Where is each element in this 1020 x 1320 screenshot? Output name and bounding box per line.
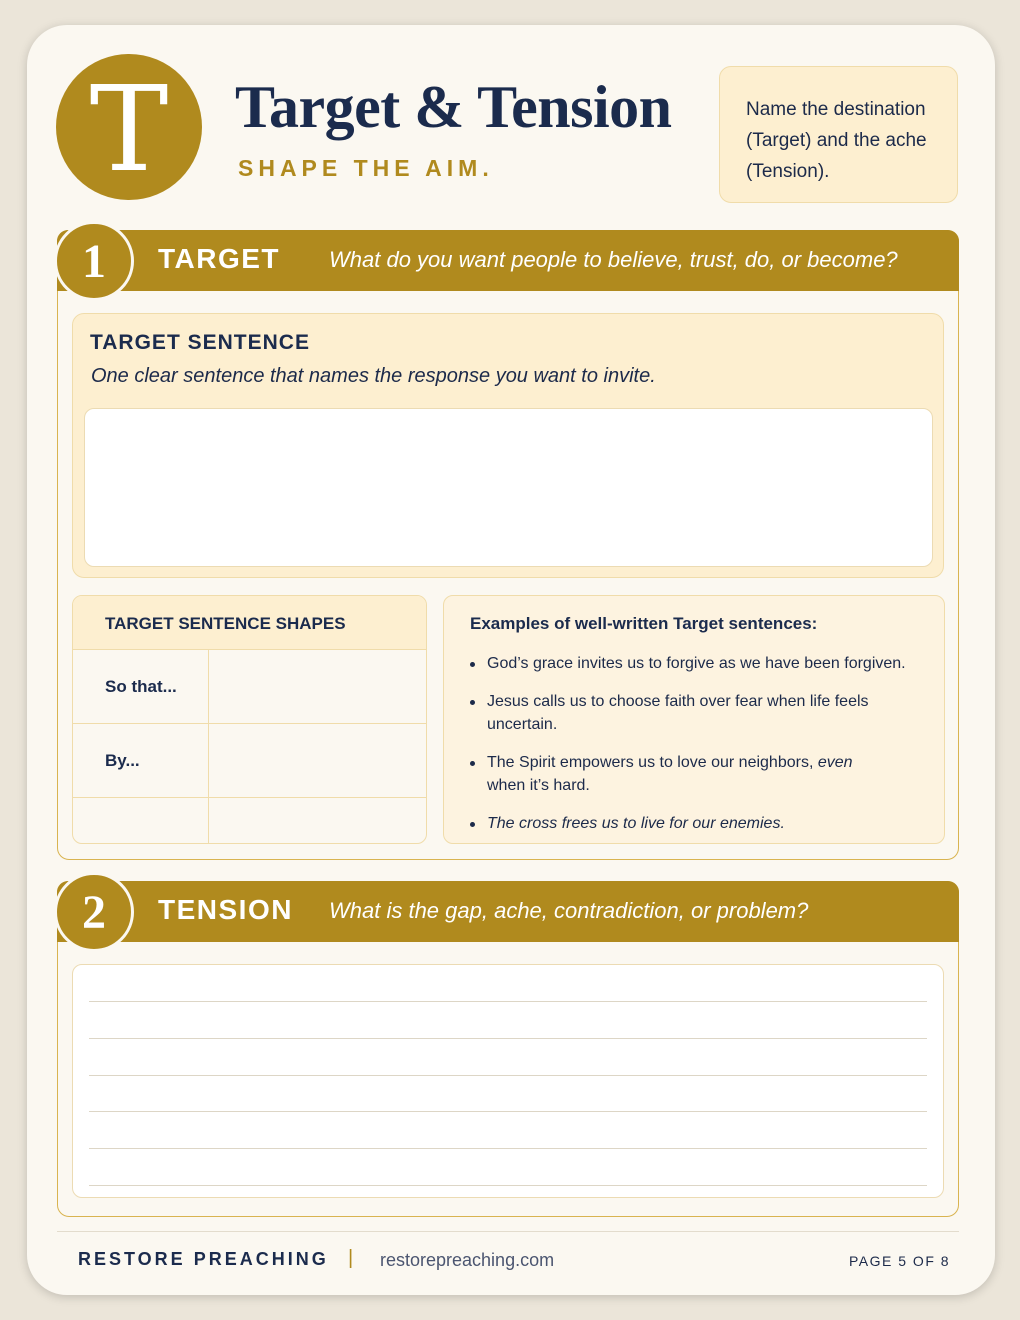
page-number: PAGE 5 OF 8 (849, 1253, 951, 1269)
target-section-label: TARGET (158, 243, 281, 274)
worksheet-page (27, 25, 995, 1295)
writing-line (89, 1075, 927, 1076)
example-text: when it’s hard. (487, 777, 590, 794)
tension-writing-area[interactable] (72, 964, 944, 1198)
list-item: Jesus calls us to choose faith over fear when life feels uncertain. (470, 690, 930, 736)
footer-brand: RESTORE PREACHING (78, 1249, 329, 1269)
tension-section (57, 881, 959, 1217)
writing-line (89, 1001, 927, 1002)
table-row (73, 798, 426, 844)
section-number-badge: 2 (54, 872, 134, 952)
writing-line (89, 1185, 927, 1186)
target-section (57, 230, 959, 860)
target-sentence-title: TARGET SENTENCE (90, 331, 310, 354)
writing-line (89, 1038, 927, 1039)
shape-input[interactable] (209, 724, 426, 797)
example-emphasis: even (817, 754, 853, 771)
writing-line (89, 1148, 927, 1149)
tension-section-question: What is the gap, ache, contradiction, or problem? (329, 898, 809, 923)
tension-section-header (57, 881, 959, 942)
list-item: The cross frees us to live for our enemies. (470, 812, 930, 835)
writing-line (89, 1111, 927, 1112)
page-subtitle: SHAPE THE AIM. (238, 155, 494, 181)
list-item (470, 751, 930, 797)
shape-input[interactable] (209, 798, 426, 844)
footer-separator: | (348, 1247, 354, 1269)
tension-section-label: TENSION (158, 894, 293, 925)
examples-panel (443, 595, 945, 844)
target-shapes-title: TARGET SENTENCE SHAPES (73, 596, 426, 650)
target-sentence-instructions: One clear sentence that names the response you want to invite. (91, 365, 656, 387)
shape-label: By... (73, 724, 209, 797)
table-row (73, 650, 426, 724)
example-text: The Spirit empowers us to love our neighbors, (487, 754, 814, 771)
section-number-badge: 1 (54, 221, 134, 301)
page-title: Target & Tension (235, 74, 672, 140)
intro-note: Name the destination (Target) and the ache (Tension). (719, 66, 958, 203)
logo-badge (56, 54, 202, 200)
logo-letter: T (89, 60, 169, 198)
shape-label (73, 798, 209, 844)
shape-label: So that... (73, 650, 209, 723)
shape-input[interactable] (209, 650, 426, 723)
footer-divider (57, 1231, 959, 1232)
table-row (73, 724, 426, 798)
target-sentence-input[interactable] (84, 408, 933, 567)
target-section-header (57, 230, 959, 291)
target-shapes-table (72, 595, 427, 844)
examples-title: Examples of well-written Target sentences: (470, 614, 818, 633)
list-item: God’s grace invites us to forgive as we have been forgiven. (470, 652, 930, 675)
examples-list (470, 652, 944, 835)
target-sentence-panel (72, 313, 944, 578)
target-section-question: What do you want people to believe, trust, do, or become? (329, 247, 898, 272)
footer-url[interactable]: restorepreaching.com (380, 1250, 555, 1270)
